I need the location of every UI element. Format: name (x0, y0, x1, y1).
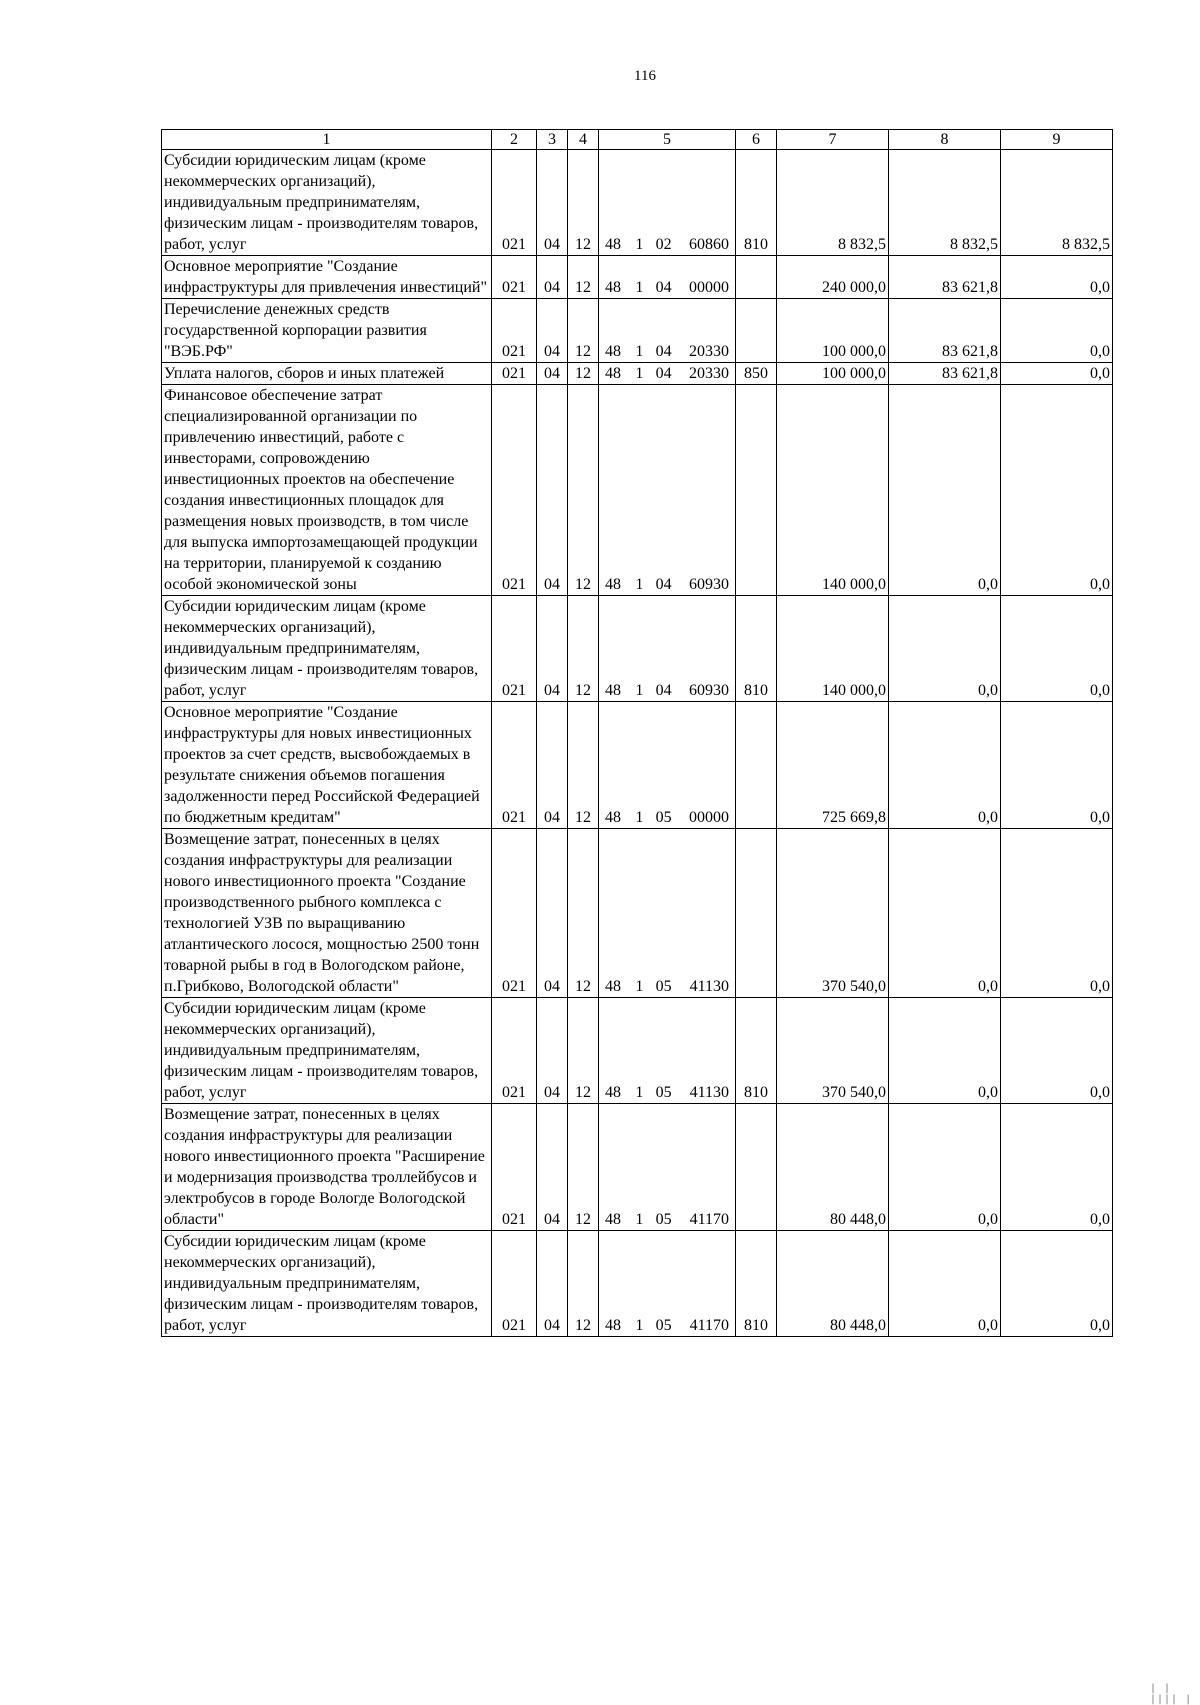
row-amount-col-9: 0,0 (1001, 1231, 1113, 1337)
row-name: Субсидии юридическим лицам (кроме некоммерческих организаций), индивидуальным предпринимателям, физическим лицам - производителям товаров, работ, услуг (162, 998, 492, 1104)
row-subsection: 12 (568, 596, 599, 702)
target-article-part-4: 20330 (688, 365, 729, 382)
row-expense-type: 850 (736, 363, 777, 385)
row-grbs: 021 (492, 299, 537, 363)
row-subsection: 12 (568, 150, 599, 256)
target-article-part-4: 41130 (689, 978, 729, 995)
target-article-part-3: 04 (655, 343, 672, 360)
row-section: 04 (537, 385, 568, 596)
row-amount-col-9: 0,0 (1001, 256, 1113, 299)
target-article-part-4: 41170 (689, 1211, 729, 1228)
header-col-8: 8 (889, 130, 1001, 150)
row-amount-col-7: 100 000,0 (777, 363, 889, 385)
row-expense-type (736, 256, 777, 299)
target-article-part-2: 1 (635, 682, 644, 699)
target-article-part-2: 1 (635, 365, 644, 382)
target-article-part-1: 48 (605, 1211, 621, 1228)
header-row (162, 130, 1113, 150)
row-expense-type (736, 385, 777, 596)
row-amount-col-8: 0,0 (889, 1231, 1001, 1337)
table-row (162, 299, 1113, 363)
row-subsection: 12 (568, 363, 599, 385)
row-name: Возмещение затрат, понесенных в целях создания инфраструктуры для реализации нового инвестиционного проекта "Создание производственного рыбного комплекса с технологией УЗВ по выращиванию атлантического лосося, мощностью 2500 тонн товарной рыбы в год в Вологодском районе, п.Грибково, Вологодской области" (162, 829, 492, 998)
row-amount-col-9: 0,0 (1001, 702, 1113, 829)
table-header (162, 130, 1113, 150)
row-expense-type (736, 1104, 777, 1231)
row-section: 04 (537, 829, 568, 998)
header-col-7: 7 (777, 130, 889, 150)
row-amount-col-8: 0,0 (889, 998, 1001, 1104)
header-col-2: 2 (492, 130, 537, 150)
row-amount-col-9: 8 832,5 (1001, 150, 1113, 256)
target-article-part-1: 48 (605, 365, 621, 382)
target-article-part-4: 41130 (689, 1084, 729, 1101)
target-article-part-1: 48 (605, 343, 621, 360)
target-article-part-1: 48 (605, 279, 621, 296)
row-amount-col-7: 80 448,0 (777, 1231, 889, 1337)
row-amount-col-8: 83 621,8 (889, 299, 1001, 363)
row-amount-col-7: 100 000,0 (777, 299, 889, 363)
row-amount-col-8: 0,0 (889, 385, 1001, 596)
target-article-part-3: 02 (655, 236, 672, 253)
header-col-6: 6 (736, 130, 777, 150)
row-section: 04 (537, 363, 568, 385)
target-article-part-2: 1 (635, 236, 644, 253)
row-subsection: 12 (568, 1231, 599, 1337)
row-amount-col-9: 0,0 (1001, 596, 1113, 702)
row-amount-col-7: 370 540,0 (777, 829, 889, 998)
row-amount-col-7: 370 540,0 (777, 998, 889, 1104)
target-article-part-1: 48 (605, 682, 621, 699)
row-target-article (599, 256, 736, 299)
row-grbs: 021 (492, 385, 537, 596)
row-expense-type: 810 (736, 150, 777, 256)
row-amount-col-8: 83 621,8 (889, 363, 1001, 385)
table-row (162, 363, 1113, 385)
row-amount-col-7: 240 000,0 (777, 256, 889, 299)
table-row (162, 256, 1113, 299)
row-section: 04 (537, 299, 568, 363)
row-name: Уплата налогов, сборов и иных платежей (162, 363, 492, 385)
target-article-part-2: 1 (635, 279, 644, 296)
target-article-part-1: 48 (605, 1317, 621, 1334)
row-grbs: 021 (492, 702, 537, 829)
row-subsection: 12 (568, 299, 599, 363)
target-article-part-2: 1 (635, 576, 644, 593)
header-col-5: 5 (599, 130, 736, 150)
row-subsection: 12 (568, 829, 599, 998)
row-section: 04 (537, 256, 568, 299)
target-article-part-1: 48 (605, 1084, 621, 1101)
target-article-part-3: 04 (655, 682, 672, 699)
target-article-part-3: 04 (655, 576, 672, 593)
row-name: Основное мероприятие "Создание инфраструктуры для привлечения инвестиций" (162, 256, 492, 299)
row-name: Субсидии юридическим лицам (кроме некоммерческих организаций), индивидуальным предпринимателям, физическим лицам - производителям товаров, работ, услуг (162, 1231, 492, 1337)
row-name: Субсидии юридическим лицам (кроме некоммерческих организаций), индивидуальным предпринимателям, физическим лицам - производителям товаров, работ, услуг (162, 150, 492, 256)
target-article-part-3: 05 (655, 1317, 672, 1334)
header-col-3: 3 (537, 130, 568, 150)
row-amount-col-9: 0,0 (1001, 385, 1113, 596)
row-expense-type (736, 829, 777, 998)
row-amount-col-9: 0,0 (1001, 1104, 1113, 1231)
row-grbs: 021 (492, 1231, 537, 1337)
table-row (162, 702, 1113, 829)
target-article-part-3: 05 (655, 978, 672, 995)
target-article-part-1: 48 (605, 978, 621, 995)
row-target-article (599, 299, 736, 363)
row-target-article (599, 596, 736, 702)
scan-marks: | | |||| | (1150, 1683, 1193, 1705)
target-article-part-4: 41170 (689, 1317, 729, 1334)
row-section: 04 (537, 702, 568, 829)
row-target-article (599, 1104, 736, 1231)
row-amount-col-8: 0,0 (889, 596, 1001, 702)
row-expense-type (736, 299, 777, 363)
page-number: 116 (634, 68, 656, 84)
row-amount-col-7: 8 832,5 (777, 150, 889, 256)
row-amount-col-9: 0,0 (1001, 299, 1113, 363)
row-target-article (599, 998, 736, 1104)
target-article-part-1: 48 (605, 236, 621, 253)
row-section: 04 (537, 596, 568, 702)
table-row (162, 1104, 1113, 1231)
budget-table (161, 129, 1113, 1337)
row-target-article (599, 150, 736, 256)
row-amount-col-8: 83 621,8 (889, 256, 1001, 299)
target-article-part-3: 05 (655, 809, 672, 826)
target-article-part-2: 1 (635, 978, 644, 995)
target-article-part-4: 20330 (688, 343, 729, 360)
row-subsection: 12 (568, 256, 599, 299)
row-grbs: 021 (492, 256, 537, 299)
row-target-article (599, 702, 736, 829)
target-article-part-2: 1 (635, 343, 644, 360)
row-amount-col-9: 0,0 (1001, 998, 1113, 1104)
target-article-part-3: 04 (655, 365, 672, 382)
target-article-part-4: 00000 (688, 279, 729, 296)
target-article-part-4: 60930 (688, 576, 729, 593)
row-target-article (599, 385, 736, 596)
row-amount-col-7: 80 448,0 (777, 1104, 889, 1231)
row-amount-col-7: 140 000,0 (777, 385, 889, 596)
target-article-part-3: 04 (655, 279, 672, 296)
row-grbs: 021 (492, 829, 537, 998)
row-subsection: 12 (568, 702, 599, 829)
target-article-part-4: 00000 (688, 809, 729, 826)
row-grbs: 021 (492, 596, 537, 702)
row-target-article (599, 829, 736, 998)
row-amount-col-7: 725 669,8 (777, 702, 889, 829)
target-article-part-1: 48 (605, 576, 621, 593)
table-row (162, 596, 1113, 702)
row-target-article (599, 363, 736, 385)
table-row (162, 150, 1113, 256)
row-expense-type: 810 (736, 596, 777, 702)
row-name: Основное мероприятие "Создание инфраструктуры для новых инвестиционных проектов за счет средств, высвобождаемых в результате снижения объемов погашения задолженности перед Российской Федерацией по бюджетным кредитам" (162, 702, 492, 829)
row-grbs: 021 (492, 998, 537, 1104)
row-name: Возмещение затрат, понесенных в целях создания инфраструктуры для реализации нового инвестиционного проекта "Расширение и модернизация производства троллейбусов и электробусов в городе Вологде Вологодской области" (162, 1104, 492, 1231)
row-amount-col-8: 8 832,5 (889, 150, 1001, 256)
target-article-part-3: 05 (655, 1084, 672, 1101)
row-amount-col-9: 0,0 (1001, 363, 1113, 385)
table-body (162, 150, 1113, 1337)
row-section: 04 (537, 1104, 568, 1231)
target-article-part-3: 05 (655, 1211, 672, 1228)
target-article-part-2: 1 (635, 1211, 644, 1228)
row-expense-type: 810 (736, 998, 777, 1104)
row-expense-type (736, 702, 777, 829)
row-section: 04 (537, 1231, 568, 1337)
row-section: 04 (537, 998, 568, 1104)
row-grbs: 021 (492, 150, 537, 256)
row-amount-col-7: 140 000,0 (777, 596, 889, 702)
table-row (162, 998, 1113, 1104)
row-grbs: 021 (492, 363, 537, 385)
row-subsection: 12 (568, 998, 599, 1104)
row-amount-col-8: 0,0 (889, 702, 1001, 829)
row-name: Перечисление денежных средств государственной корпорации развития "ВЭБ.РФ" (162, 299, 492, 363)
row-target-article (599, 1231, 736, 1337)
table-row (162, 829, 1113, 998)
target-article-part-2: 1 (635, 809, 644, 826)
row-amount-col-8: 0,0 (889, 1104, 1001, 1231)
row-amount-col-8: 0,0 (889, 829, 1001, 998)
row-expense-type: 810 (736, 1231, 777, 1337)
row-subsection: 12 (568, 1104, 599, 1231)
table-row (162, 385, 1113, 596)
target-article-part-4: 60930 (688, 682, 729, 699)
header-col-1: 1 (162, 130, 492, 150)
table-row (162, 1231, 1113, 1337)
target-article-part-4: 60860 (688, 236, 729, 253)
row-grbs: 021 (492, 1104, 537, 1231)
row-section: 04 (537, 150, 568, 256)
header-col-9: 9 (1001, 130, 1113, 150)
target-article-part-2: 1 (635, 1317, 644, 1334)
row-amount-col-9: 0,0 (1001, 829, 1113, 998)
target-article-part-2: 1 (635, 1084, 644, 1101)
row-name: Субсидии юридическим лицам (кроме некоммерческих организаций), индивидуальным предпринимателям, физическим лицам - производителям товаров, работ, услуг (162, 596, 492, 702)
row-name: Финансовое обеспечение затрат специализированной организации по привлечению инвестиций, работе с инвесторами, сопровождению инвестиционных проектов на обеспечение создания инвестиционных площадок для размещения новых производств, в том числе для выпуска импортозамещающей продукции на территории, планируемой к созданию особой экономической зоны (162, 385, 492, 596)
target-article-part-1: 48 (605, 809, 621, 826)
row-subsection: 12 (568, 385, 599, 596)
header-col-4: 4 (568, 130, 599, 150)
